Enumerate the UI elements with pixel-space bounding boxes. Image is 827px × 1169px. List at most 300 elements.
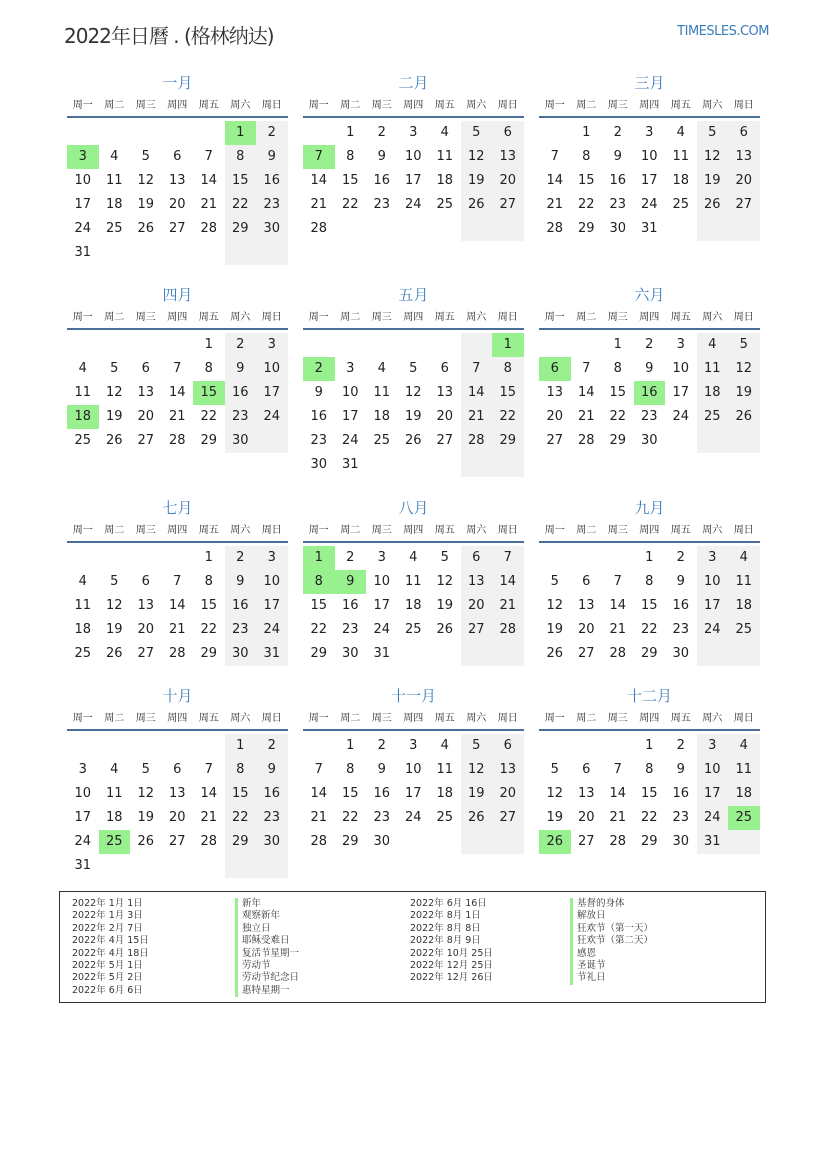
day-cell: 10 bbox=[256, 570, 288, 594]
empty-cell bbox=[697, 429, 729, 453]
day-cell: 4 bbox=[110, 149, 119, 164]
day-cell: 29 bbox=[577, 221, 595, 236]
day-cell: 14 bbox=[609, 598, 627, 613]
holiday-date: 2022年 5月 1日 bbox=[72, 960, 143, 972]
day-cell: 26 bbox=[137, 221, 155, 236]
weekday-label: 周五 bbox=[198, 525, 219, 536]
holiday-date: 2022年 1月 3日 bbox=[72, 910, 143, 922]
day-cell: 20 bbox=[728, 169, 760, 193]
day-cell: 3 bbox=[256, 546, 288, 570]
day-cell: 18 bbox=[728, 594, 760, 618]
day-cell: 6 bbox=[440, 361, 449, 376]
weekday-label: 周三 bbox=[135, 525, 156, 536]
day-cell: 11 bbox=[697, 357, 729, 381]
weekday-label: 周二 bbox=[340, 525, 361, 536]
day-cell: 11 bbox=[373, 385, 391, 400]
empty-cell bbox=[99, 734, 131, 758]
weekday-label: 周六 bbox=[230, 100, 251, 111]
day-cell: 3 bbox=[377, 550, 386, 565]
day-cell: 3 bbox=[256, 333, 288, 357]
weekday-label: 周日 bbox=[261, 713, 282, 724]
weekday-label: 周六 bbox=[230, 525, 251, 536]
day-cell: 23 bbox=[373, 810, 391, 825]
empty-cell bbox=[539, 734, 571, 758]
day-cell: 15 bbox=[609, 385, 627, 400]
day-cell: 13 bbox=[577, 598, 595, 613]
day-cell: 12 bbox=[546, 786, 564, 801]
page-title: 2022年日曆 . (格林纳达) bbox=[64, 24, 274, 48]
month-title: 九月 bbox=[634, 499, 665, 517]
day-cell: 17 bbox=[404, 786, 422, 801]
day-cell: 2 bbox=[613, 125, 622, 140]
empty-cell bbox=[162, 333, 194, 357]
empty-cell bbox=[130, 854, 162, 878]
day-cell: 27 bbox=[461, 618, 493, 642]
empty-cell bbox=[130, 546, 162, 570]
day-cell: 12 bbox=[137, 173, 155, 188]
weekday-label: 周一 bbox=[308, 100, 329, 111]
day-cell: 6 bbox=[173, 762, 182, 777]
day-cell: 10 bbox=[404, 762, 422, 777]
day-cell: 8 bbox=[492, 357, 524, 381]
day-cell: 20 bbox=[436, 409, 454, 424]
day-cell: 8 bbox=[346, 762, 355, 777]
weekday-label: 周一 bbox=[544, 525, 565, 536]
day-cell: 21 bbox=[168, 622, 186, 637]
day-cell: 15 bbox=[341, 173, 359, 188]
day-cell: 7 bbox=[550, 149, 559, 164]
day-cell: 15 bbox=[492, 381, 524, 405]
weekday-label: 周日 bbox=[497, 312, 518, 323]
empty-cell bbox=[303, 121, 335, 145]
day-cell: 25 bbox=[74, 433, 92, 448]
day-cell: 20 bbox=[168, 810, 186, 825]
day-cell: 6 bbox=[492, 734, 524, 758]
weekday-label: 周一 bbox=[72, 525, 93, 536]
weekday-label: 周六 bbox=[702, 713, 723, 724]
empty-cell bbox=[492, 830, 524, 854]
legend-dates-col-2 bbox=[410, 898, 493, 985]
day-cell: 8 bbox=[204, 574, 213, 589]
day-cell: 30 bbox=[256, 830, 288, 854]
day-cell: 18 bbox=[728, 782, 760, 806]
day-cell: 30 bbox=[310, 457, 328, 472]
day-cell: 5 bbox=[461, 121, 493, 145]
day-cell: 26 bbox=[461, 806, 493, 830]
day-cell: 22 bbox=[225, 806, 257, 830]
empty-cell bbox=[67, 121, 99, 145]
month-title: 五月 bbox=[398, 286, 429, 304]
weekday-label: 周二 bbox=[576, 312, 597, 323]
day-cell: 13 bbox=[461, 570, 493, 594]
empty-cell bbox=[602, 734, 634, 758]
day-cell: 6 bbox=[728, 121, 760, 145]
weekday-label: 周五 bbox=[198, 713, 219, 724]
day-cell: 9 bbox=[377, 762, 386, 777]
day-cell: 21 bbox=[200, 810, 218, 825]
day-cell: 14 bbox=[168, 385, 186, 400]
day-cell: 31 bbox=[697, 830, 729, 854]
day-cell: 25 bbox=[436, 197, 454, 212]
day-cell: 13 bbox=[728, 145, 760, 169]
empty-cell bbox=[130, 333, 162, 357]
day-cell: 21 bbox=[609, 622, 627, 637]
day-cell: 10 bbox=[373, 574, 391, 589]
weekday-label: 周四 bbox=[639, 100, 660, 111]
day-cell: 4 bbox=[409, 550, 418, 565]
day-cell: 2 bbox=[225, 546, 257, 570]
weekday-label: 周三 bbox=[607, 312, 628, 323]
day-cell: 8 bbox=[613, 361, 622, 376]
legend-names-col-2 bbox=[570, 898, 653, 985]
weekday-label: 周三 bbox=[135, 312, 156, 323]
day-cell: 27 bbox=[168, 221, 186, 236]
day-cell: 30 bbox=[640, 433, 658, 448]
day-cell: 5 bbox=[550, 574, 559, 589]
day-cell: 4 bbox=[697, 333, 729, 357]
day-cell: 7 bbox=[582, 361, 591, 376]
day-cell: 23 bbox=[256, 806, 288, 830]
day-cell: 1 bbox=[225, 734, 257, 758]
weekday-label: 周二 bbox=[104, 525, 125, 536]
weekday-label: 周四 bbox=[403, 100, 424, 111]
weekday-label: 周四 bbox=[639, 312, 660, 323]
day-cell: 29 bbox=[200, 646, 218, 661]
empty-cell bbox=[429, 642, 461, 666]
weekday-label: 周五 bbox=[198, 100, 219, 111]
empty-cell bbox=[256, 241, 288, 265]
day-cell: 13 bbox=[137, 598, 155, 613]
empty-cell bbox=[303, 734, 335, 758]
day-grid bbox=[539, 121, 760, 241]
weekday-header bbox=[539, 709, 760, 731]
weekday-label: 周一 bbox=[308, 312, 329, 323]
day-cell: 5 bbox=[141, 762, 150, 777]
weekday-header bbox=[539, 308, 760, 330]
day-cell: 13 bbox=[168, 786, 186, 801]
day-cell: 20 bbox=[577, 622, 595, 637]
month-title: 十二月 bbox=[626, 687, 672, 705]
weekday-header bbox=[303, 521, 524, 543]
empty-cell bbox=[225, 241, 257, 265]
day-cell: 14 bbox=[461, 381, 493, 405]
day-grid bbox=[67, 121, 288, 265]
month-2 bbox=[303, 72, 524, 241]
day-cell: 28 bbox=[168, 433, 186, 448]
weekday-label: 周日 bbox=[497, 100, 518, 111]
day-cell: 6 bbox=[461, 546, 493, 570]
day-cell: 30 bbox=[256, 217, 288, 241]
day-cell: 10 bbox=[341, 385, 359, 400]
empty-cell bbox=[193, 854, 225, 878]
day-cell: 17 bbox=[373, 598, 391, 613]
empty-cell bbox=[728, 429, 760, 453]
day-cell: 4 bbox=[78, 574, 87, 589]
weekday-label: 周四 bbox=[167, 312, 188, 323]
day-cell: 19 bbox=[105, 409, 123, 424]
day-cell: 12 bbox=[404, 385, 422, 400]
day-cell: 20 bbox=[168, 197, 186, 212]
day-cell: 6 bbox=[492, 121, 524, 145]
day-cell: 3 bbox=[409, 738, 418, 753]
day-cell: 17 bbox=[74, 810, 92, 825]
day-cell: 11 bbox=[105, 173, 123, 188]
day-cell: 26 bbox=[539, 830, 571, 854]
day-cell: 29 bbox=[310, 646, 328, 661]
day-cell: 14 bbox=[168, 598, 186, 613]
day-cell: 23 bbox=[640, 409, 658, 424]
holiday-date: 2022年 10月 25日 bbox=[410, 947, 493, 959]
day-cell: 11 bbox=[74, 385, 92, 400]
day-cell: 28 bbox=[492, 618, 524, 642]
day-cell: 20 bbox=[137, 409, 155, 424]
day-cell: 25 bbox=[105, 221, 123, 236]
day-cell: 28 bbox=[168, 646, 186, 661]
empty-cell bbox=[492, 453, 524, 477]
day-cell: 4 bbox=[728, 546, 760, 570]
day-cell: 24 bbox=[672, 409, 690, 424]
empty-cell bbox=[492, 217, 524, 241]
weekday-label: 周五 bbox=[434, 713, 455, 724]
day-cell: 9 bbox=[613, 149, 622, 164]
day-cell: 18 bbox=[404, 598, 422, 613]
empty-cell bbox=[602, 546, 634, 570]
day-cell: 5 bbox=[550, 762, 559, 777]
day-cell: 18 bbox=[74, 622, 92, 637]
day-cell: 7 bbox=[173, 574, 182, 589]
day-cell: 26 bbox=[436, 622, 454, 637]
weekday-label: 周六 bbox=[466, 312, 487, 323]
day-cell: 20 bbox=[546, 409, 564, 424]
day-cell: 19 bbox=[697, 169, 729, 193]
day-cell: 3 bbox=[697, 734, 729, 758]
day-cell: 2 bbox=[377, 738, 386, 753]
weekday-header bbox=[67, 521, 288, 543]
day-cell: 1 bbox=[346, 125, 355, 140]
empty-cell bbox=[398, 333, 430, 357]
empty-cell bbox=[99, 241, 131, 265]
day-grid bbox=[67, 333, 288, 453]
weekday-label: 周二 bbox=[104, 312, 125, 323]
day-cell: 16 bbox=[373, 786, 391, 801]
weekday-header bbox=[67, 709, 288, 731]
empty-cell bbox=[193, 121, 225, 145]
holiday-date: 2022年 1月 1日 bbox=[72, 898, 143, 909]
day-cell: 26 bbox=[697, 193, 729, 217]
day-cell: 23 bbox=[310, 433, 328, 448]
day-cell: 2 bbox=[225, 333, 257, 357]
holiday-date: 2022年 5月 2日 bbox=[72, 972, 143, 984]
month-title: 六月 bbox=[634, 286, 665, 304]
day-cell: 24 bbox=[74, 221, 92, 236]
day-cell: 5 bbox=[110, 574, 119, 589]
day-cell: 30 bbox=[672, 834, 690, 849]
day-cell: 7 bbox=[613, 762, 622, 777]
day-cell: 16 bbox=[310, 409, 328, 424]
day-cell: 12 bbox=[105, 598, 123, 613]
day-cell: 18 bbox=[67, 405, 99, 429]
day-cell: 1 bbox=[645, 738, 654, 753]
day-cell: 1 bbox=[346, 738, 355, 753]
weekday-label: 周一 bbox=[544, 100, 565, 111]
day-cell: 6 bbox=[582, 574, 591, 589]
day-cell: 18 bbox=[697, 381, 729, 405]
day-cell: 5 bbox=[110, 361, 119, 376]
day-cell: 19 bbox=[546, 622, 564, 637]
weekday-label: 周四 bbox=[639, 525, 660, 536]
day-cell: 3 bbox=[346, 361, 355, 376]
day-cell: 5 bbox=[440, 550, 449, 565]
day-cell: 27 bbox=[492, 193, 524, 217]
weekday-label: 周五 bbox=[670, 713, 691, 724]
day-cell: 31 bbox=[74, 858, 92, 873]
empty-cell bbox=[398, 830, 430, 854]
site-name[interactable]: TIMESLES.COM bbox=[677, 24, 769, 39]
empty-cell bbox=[366, 333, 398, 357]
weekday-label: 周六 bbox=[702, 100, 723, 111]
day-cell: 19 bbox=[105, 622, 123, 637]
month-4 bbox=[67, 284, 288, 453]
weekday-header bbox=[67, 308, 288, 330]
day-cell: 18 bbox=[672, 173, 690, 188]
day-cell: 4 bbox=[676, 125, 685, 140]
day-cell: 27 bbox=[728, 193, 760, 217]
month-6 bbox=[539, 284, 760, 453]
empty-cell bbox=[99, 546, 131, 570]
empty-cell bbox=[366, 453, 398, 477]
day-grid bbox=[539, 734, 760, 854]
weekday-header bbox=[303, 709, 524, 731]
day-cell: 13 bbox=[436, 385, 454, 400]
day-cell: 23 bbox=[341, 622, 359, 637]
day-cell: 28 bbox=[310, 221, 328, 236]
day-cell: 9 bbox=[645, 361, 654, 376]
day-cell: 16 bbox=[225, 381, 257, 405]
holiday-date: 2022年 4月 18日 bbox=[72, 947, 149, 959]
weekday-label: 周日 bbox=[497, 525, 518, 536]
day-cell: 30 bbox=[225, 429, 257, 453]
legend-dates-col-1 bbox=[72, 898, 149, 997]
holiday-date: 2022年 6月 6日 bbox=[72, 984, 143, 996]
weekday-label: 周二 bbox=[576, 100, 597, 111]
day-cell: 17 bbox=[256, 381, 288, 405]
day-cell: 13 bbox=[577, 786, 595, 801]
day-cell: 14 bbox=[200, 786, 218, 801]
empty-cell bbox=[193, 734, 225, 758]
weekday-label: 周三 bbox=[371, 713, 392, 724]
empty-cell bbox=[461, 453, 493, 477]
day-cell: 13 bbox=[492, 758, 524, 782]
day-cell: 29 bbox=[341, 834, 359, 849]
day-cell: 17 bbox=[74, 197, 92, 212]
day-cell: 30 bbox=[341, 646, 359, 661]
day-cell: 23 bbox=[672, 622, 690, 637]
day-cell: 27 bbox=[137, 433, 155, 448]
day-cell: 10 bbox=[697, 570, 729, 594]
day-cell: 24 bbox=[697, 618, 729, 642]
day-cell: 31 bbox=[373, 646, 391, 661]
day-cell: 12 bbox=[546, 598, 564, 613]
empty-cell bbox=[398, 217, 430, 241]
empty-cell bbox=[728, 830, 760, 854]
day-cell: 17 bbox=[672, 385, 690, 400]
day-cell: 13 bbox=[492, 145, 524, 169]
day-grid bbox=[303, 121, 524, 241]
weekday-label: 周三 bbox=[371, 100, 392, 111]
month-7 bbox=[67, 497, 288, 666]
holiday-date: 2022年 12月 25日 bbox=[410, 960, 493, 972]
day-cell: 19 bbox=[137, 810, 155, 825]
empty-cell bbox=[162, 854, 194, 878]
empty-cell bbox=[366, 217, 398, 241]
month-9 bbox=[539, 497, 760, 666]
day-cell: 17 bbox=[404, 173, 422, 188]
day-cell: 12 bbox=[137, 786, 155, 801]
day-cell: 22 bbox=[640, 622, 658, 637]
day-cell: 8 bbox=[225, 758, 257, 782]
weekday-header bbox=[539, 521, 760, 543]
month-8 bbox=[303, 497, 524, 666]
day-cell: 29 bbox=[640, 834, 658, 849]
day-cell: 22 bbox=[609, 409, 627, 424]
holiday-date: 2022年 2月 7日 bbox=[72, 922, 143, 934]
day-cell: 21 bbox=[200, 197, 218, 212]
month-12 bbox=[539, 685, 760, 854]
day-cell: 25 bbox=[99, 830, 131, 854]
month-1 bbox=[67, 72, 288, 265]
weekday-label: 周二 bbox=[340, 713, 361, 724]
holiday-name: 新年 bbox=[235, 898, 299, 910]
day-cell: 14 bbox=[310, 786, 328, 801]
day-cell: 4 bbox=[78, 361, 87, 376]
day-cell: 1 bbox=[204, 337, 213, 352]
day-cell: 13 bbox=[546, 385, 564, 400]
day-cell: 10 bbox=[74, 173, 92, 188]
day-cell: 29 bbox=[225, 217, 257, 241]
day-cell: 30 bbox=[373, 834, 391, 849]
day-cell: 14 bbox=[577, 385, 595, 400]
weekday-label: 周四 bbox=[167, 525, 188, 536]
weekday-label: 周四 bbox=[403, 713, 424, 724]
day-cell: 7 bbox=[613, 574, 622, 589]
weekday-label: 周二 bbox=[340, 312, 361, 323]
day-cell: 16 bbox=[634, 381, 666, 405]
empty-cell bbox=[398, 642, 430, 666]
day-grid bbox=[539, 546, 760, 666]
day-cell: 6 bbox=[173, 149, 182, 164]
day-cell: 26 bbox=[728, 405, 760, 429]
empty-cell bbox=[335, 333, 367, 357]
day-cell: 14 bbox=[609, 786, 627, 801]
weekday-label: 周二 bbox=[340, 100, 361, 111]
day-cell: 28 bbox=[200, 221, 218, 236]
day-cell: 25 bbox=[728, 806, 760, 830]
holiday-name: 解放日 bbox=[570, 910, 653, 922]
day-cell: 14 bbox=[546, 173, 564, 188]
holiday-date: 2022年 8月 9日 bbox=[410, 935, 481, 947]
weekday-label: 周一 bbox=[72, 100, 93, 111]
weekday-label: 周三 bbox=[607, 525, 628, 536]
day-cell: 24 bbox=[256, 405, 288, 429]
holiday-date: 2022年 4月 15日 bbox=[72, 935, 149, 947]
weekday-header bbox=[303, 308, 524, 330]
month-title: 四月 bbox=[162, 286, 193, 304]
day-cell: 28 bbox=[577, 433, 595, 448]
day-cell: 30 bbox=[609, 221, 627, 236]
day-cell: 25 bbox=[672, 197, 690, 212]
day-cell: 17 bbox=[697, 594, 729, 618]
holiday-date: 2022年 8月 8日 bbox=[410, 922, 481, 934]
